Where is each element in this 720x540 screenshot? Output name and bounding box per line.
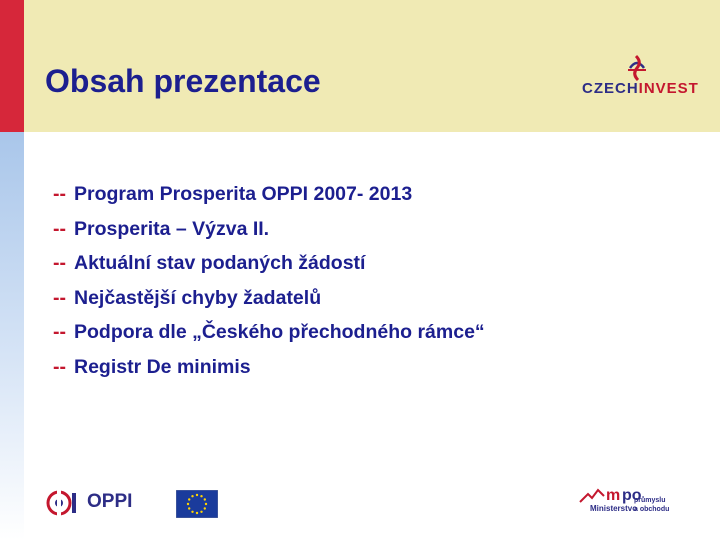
list-item [53,252,485,287]
slide-title: Obsah prezentace [45,63,321,99]
agenda-list [53,183,485,390]
red-accent-bar [0,0,24,132]
list-item-text: Prosperita – Výzva II. [74,217,270,240]
eu-flag-icon [176,490,218,518]
oppi-logo [45,488,155,518]
blue-gradient-strip [0,132,24,540]
list-item-text: Program Prosperita OPPI 2007- 2013 [74,183,413,205]
czechinvest-wordmark-czech: CZECH [582,80,639,97]
oppi-wordmark: OPPI [87,491,133,512]
bullet-dash: -- [53,321,66,343]
bullet-dash: -- [53,217,66,240]
czechinvest-wordmark-invest: INVEST [638,80,699,97]
list-item-text: Podpora dle „Českého přechodného rámce“ [74,321,485,343]
svg-text:po: po [622,487,642,504]
bullet-dash: -- [53,183,66,205]
czechinvest-logo [582,54,699,100]
list-item [53,321,485,356]
list-item [53,287,485,322]
bullet-dash: -- [53,286,66,309]
mpo-text-prumyslu: průmyslu [634,497,666,504]
bullet-dash: -- [53,252,66,274]
list-item-text: Nejčastější chyby žadatelů [74,286,322,309]
list-item [53,356,485,391]
list-item [53,183,485,218]
mpo-text-obchodu: a obchodu [634,506,670,513]
list-item [53,218,485,253]
mpo-text-block [634,496,669,514]
oppi-mark-icon [45,488,81,518]
bullet-dash: -- [53,355,66,378]
czechinvest-wordmark [582,80,699,97]
mpo-logo [578,484,668,524]
svg-text:m: m [606,487,621,504]
mpo-text-ministerstvo: Ministerstvo [590,504,638,513]
list-item-text: Registr De minimis [74,355,251,378]
czechinvest-mark-icon [622,54,652,82]
list-item-text: Aktuální stav podaných žádostí [74,252,366,274]
